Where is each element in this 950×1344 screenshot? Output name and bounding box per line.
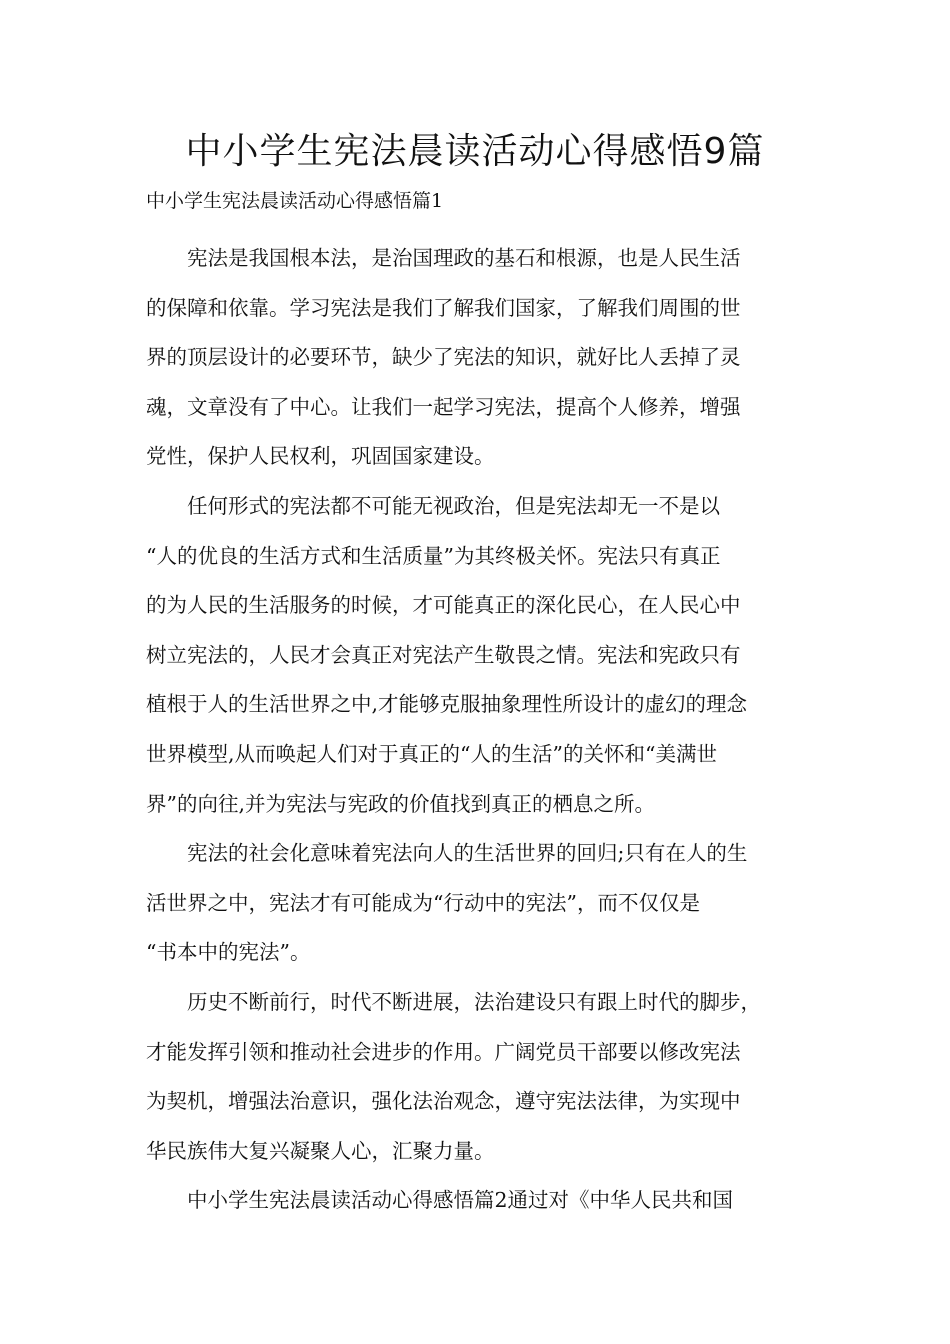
text-line: 为契机，增强法治意识，强化法治观念，遵守宪法法律，为实现中 [146, 1089, 741, 1114]
text-line: 世界模型,从而唤起人们对于真正的“人的生活”的关怀和“美满世 [146, 741, 717, 766]
paragraph-1 [146, 234, 810, 482]
text-line: 植根于人的生活世界之中,才能够克服抽象理性所设计的虚幻的理念 [146, 692, 748, 717]
text-line: “书本中的宪法”。 [146, 940, 311, 965]
text-line: 魂，文章没有了中心。让我们一起学习宪法，提高个人修养，增强 [146, 394, 741, 419]
document-body [146, 234, 810, 1226]
text-line: 的为人民的生活服务的时候，才可能真正的深化民心，在人民心中 [146, 593, 741, 618]
paragraph-4 [146, 978, 810, 1176]
paragraph-5 [146, 1176, 810, 1226]
text-line: 华民族伟大复兴凝聚人心，汇聚力量。 [146, 1138, 495, 1163]
document-title: 中小学生宪法晨读活动心得感悟9篇 [185, 131, 765, 172]
text-line: “人的优良的生活方式和生活质量”为其终极关怀。宪法只有真正 [146, 543, 721, 568]
text-line: 党性，保护人民权利，巩固国家建设。 [146, 444, 495, 469]
text-line: 任何形式的宪法都不可能无视政治，但是宪法却无一不是以 [187, 493, 720, 518]
text-line: 宪法是我国根本法，是治国理政的基石和根源，也是人民生活 [187, 246, 741, 270]
paragraph-2 [146, 482, 810, 829]
paragraph-3 [146, 829, 810, 978]
text-line: 历史不断前行，时代不断进展，法治建设只有跟上时代的脚步， [187, 989, 761, 1014]
text-line: 的保障和依靠。学习宪法是我们了解我们国家，了解我们周围的世 [146, 295, 741, 320]
text-line: 中小学生宪法晨读活动心得感悟篇2通过对《中华人民共和国 [187, 1188, 734, 1213]
text-line: 活世界之中，宪法才有可能成为“行动中的宪法”，而不仅仅是 [146, 890, 700, 915]
text-line: 界的顶层设计的必要环节，缺少了宪法的知识，就好比人丢掉了灵 [146, 345, 741, 370]
text-line: 才能发挥引领和推动社会进步的作用。广阔党员干部要以修改宪法 [146, 1039, 741, 1064]
text-line: 宪法的社会化意味着宪法向人的生活世界的回归;只有在人的生 [187, 841, 748, 866]
text-line: 界”的向往,并为宪法与宪政的价值找到真正的栖息之所。 [146, 791, 655, 816]
section-heading: 中小学生宪法晨读活动心得感悟篇1 [146, 190, 444, 212]
text-line: 树立宪法的，人民才会真正对宪法产生敬畏之情。宪法和宪政只有 [146, 642, 741, 667]
